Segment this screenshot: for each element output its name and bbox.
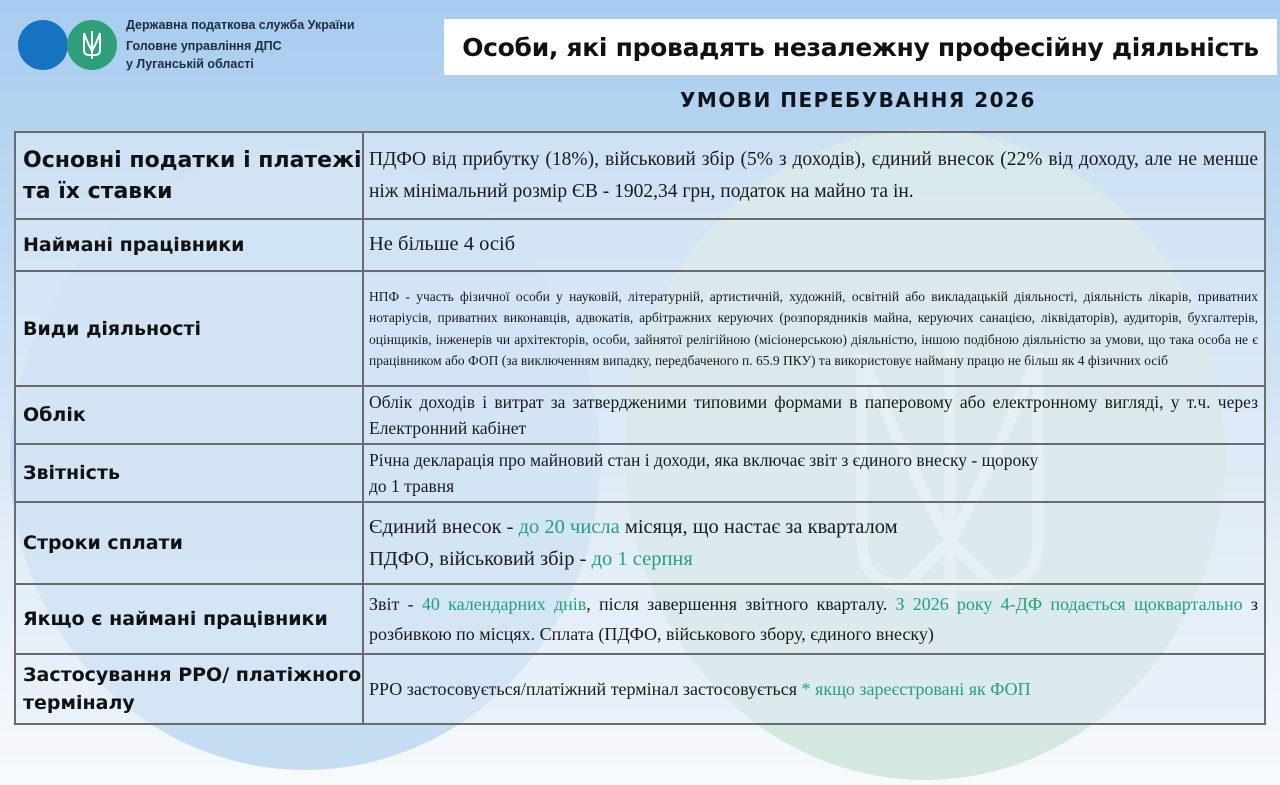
rro-fop-note: * якщо зареєстровані як ФОП xyxy=(801,679,1031,699)
rro-text: РРО застосовується/платіжний термінал застосовується xyxy=(369,679,802,699)
employees-4df-note: З 2026 року 4-ДФ подається щоквартально xyxy=(895,594,1243,614)
row-value-employees: Не більше 4 осіб xyxy=(363,219,1265,271)
payment-term-2-prefix: ПДФО, військовий збір - xyxy=(369,548,592,570)
payment-term-2-deadline: до 1 серпня xyxy=(591,548,693,570)
row-value-accounting: Облік доходів і витрат за затвердженими типовими формами в паперовому або електронному вигляді, у т.ч. через Електронний кабінет xyxy=(363,386,1265,444)
page-subtitle: УМОВИ ПЕРЕБУВАННЯ 2026 xyxy=(680,88,1036,112)
row-value-if-employees xyxy=(363,584,1265,654)
row-label-payment-terms: Строки сплати xyxy=(15,502,363,584)
payment-term-1-prefix: Єдиний внесок - xyxy=(369,516,519,538)
table-row xyxy=(15,654,1265,724)
org-line-2: Головне управління ДПС xyxy=(126,39,282,53)
row-value-reporting xyxy=(363,444,1265,502)
organization-name xyxy=(126,16,355,73)
reporting-line-2: до 1 травня xyxy=(369,476,455,496)
table-row xyxy=(15,444,1265,502)
dps-logo-blue xyxy=(18,20,68,70)
row-value-payment-terms xyxy=(363,502,1265,584)
row-label-accounting: Облік xyxy=(15,386,363,444)
table-row xyxy=(15,584,1265,654)
org-line-1: Державна податкова служба України xyxy=(126,18,355,32)
row-label-reporting: Звітність xyxy=(15,444,363,502)
payment-term-1-deadline: до 20 числа xyxy=(518,516,620,538)
employees-text-part-3: , після завершення звітного кварталу. xyxy=(586,594,896,614)
table-row xyxy=(15,219,1265,271)
payment-term-1-suffix: місяця, що настає за кварталом xyxy=(619,516,898,538)
row-label-taxes: Основні податки і платежі та їх ставки xyxy=(15,132,363,219)
org-line-3: у Луганській області xyxy=(126,57,254,71)
row-value-activities: НПФ - участь фізичної особи у науковій, літературній, артистичній, художній, освітній або викладацькій діяльності, діяльність лікарів, приватних нотаріусів, приватних виконавців, адвокатів, арбітражних керуючих (розпорядників майна, керуючих санацією, ліквідаторів), аудиторів, бухгалтерів, оцінщиків, інженерів чи архітекторів, особи, зайнятої релігійною (місіонерською) діяльністю, іншою подібною діяльністю за умови, що така особа не є працівником або ФОП (за виключенням випадку, передбаченого п. 65.9 ПКУ) та використовує найману працю не більш як 4 фізичних осіб xyxy=(363,271,1265,386)
row-label-rro: Застосування РРО/ платіжного терміналу xyxy=(15,654,363,724)
employees-text-part-5: з розбивкою по місцях. Сплата (ПДФО, військового збору, єдиного внеску) xyxy=(369,594,1258,644)
row-value-rro xyxy=(363,654,1265,724)
reporting-line-1: Річна декларація про майновий стан і доходи, яка включає звіт з єдиного внеску - щороку xyxy=(369,450,1039,470)
table-row xyxy=(15,271,1265,386)
table-row xyxy=(15,502,1265,584)
payment-term-line-2 xyxy=(369,543,1258,575)
employees-deadline: 40 календарних днів xyxy=(421,594,587,614)
conditions-table xyxy=(14,131,1266,725)
employees-text-part-1: Звіт - xyxy=(369,594,422,614)
coat-of-arms-icon xyxy=(67,20,117,70)
table-row xyxy=(15,386,1265,444)
row-label-if-employees: Якщо є наймані працівники xyxy=(15,584,363,654)
title-banner xyxy=(444,19,1277,75)
row-value-taxes: ПДФО від прибутку (18%), військовий збір (5% з доходів), єдиний внесок (22% від доходу, але не менше ніж мінімальний розмір ЄВ - 1902,34 грн, податок на майно та ін. xyxy=(363,132,1265,219)
page-title: Особи, які провадять незалежну професійну діяльність xyxy=(462,32,1259,62)
payment-term-line-1 xyxy=(369,511,1258,543)
row-label-activities: Види діяльності xyxy=(15,271,363,386)
table-row xyxy=(15,132,1265,219)
row-label-employees: Наймані працівники xyxy=(15,219,363,271)
